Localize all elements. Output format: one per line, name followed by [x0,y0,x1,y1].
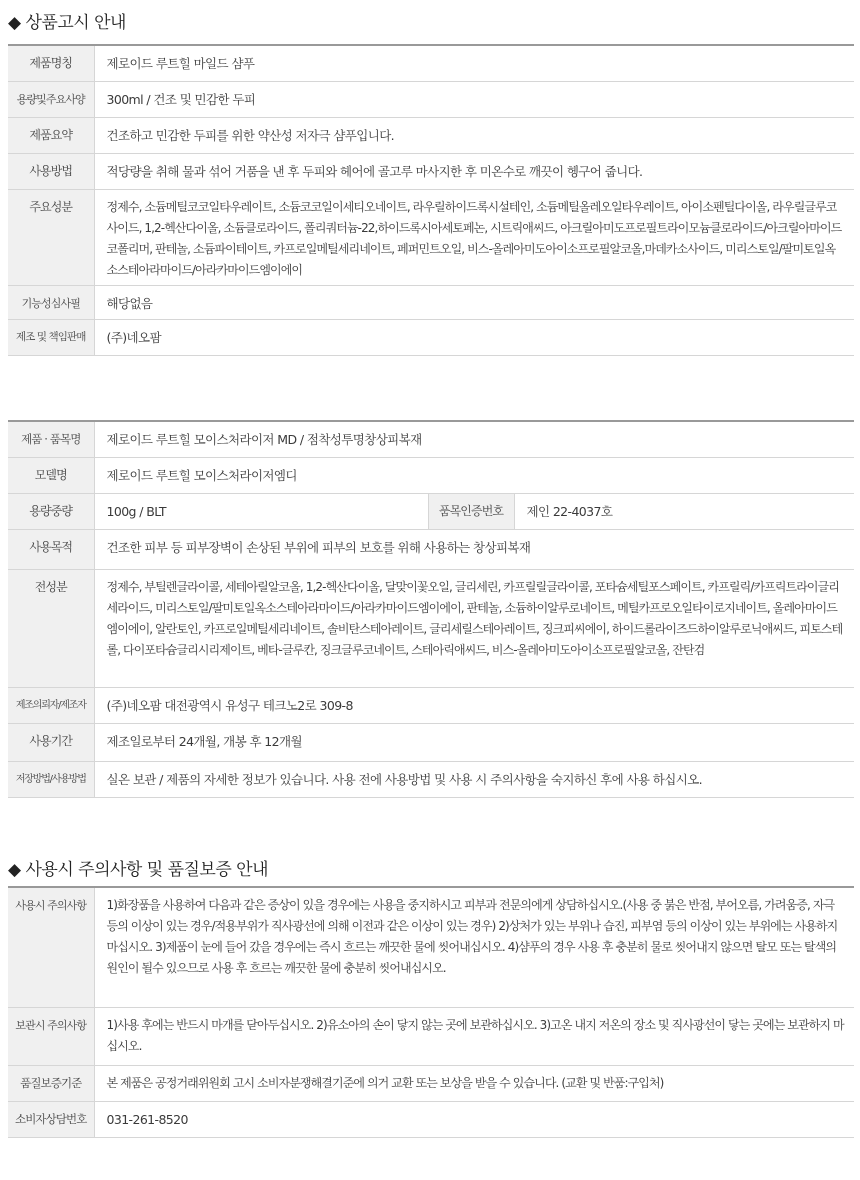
row-label: 사용기간 [8,723,94,761]
row-label: 용량중량 [8,493,94,529]
row-value: 제조일로부터 24개월, 개봉 후 12개월 [94,723,854,761]
table-row [8,457,854,493]
row-label: 보관시 주의사항 [8,1007,94,1065]
row-label: 소비자상담번호 [8,1101,94,1137]
table-row [8,117,854,153]
table-row [8,529,854,569]
row-label: 전성분 [8,569,94,687]
table-row [8,569,854,687]
table-row [8,1007,854,1065]
product-notice-table [8,44,854,356]
row-value: 1)사용 후에는 반드시 마개를 닫아두십시오. 2)유소아의 손이 닿지 않는 곳에 보관하십시오. 3)고온 내지 저온의 장소 및 직사광선이 닿는 곳에는 보관하지 마십시오. [94,1007,854,1065]
table-row [8,153,854,189]
row-value: 제인 22-4037호 [514,493,854,529]
row-label: 기능성심사필 [8,285,94,319]
table-row [8,45,854,81]
row-value: 정제수, 소듐메틸코코일타우레이트, 소듐코코일이세티오네이트, 라우릴하이드록시설테인, 소듐메틸올레오일타우레이트, 아이소펜틸다이올, 라우릴글루코사이드, 1,2-헥산다이올, 소듐클로라이드, 폴리쿼터늄-22,하이드록시아세토페논, 시트릭애씨드, 아크릴아미도프로필트라이모늄클로라이드/아크릴아마이드코폴리머, 판테놀, 소듐파이테이트, 카프로일메틸세리네이트, 페퍼민트오일, 비스-올레아미도아이소프로필알코올,마데카소사이드, 미리스토일/팔미토일옥소스테아라마이드/아라카마이드엠이에이 [94,189,854,285]
table-row [8,285,854,319]
table-row [8,723,854,761]
product-notice-title: ◆ 상품고시 안내 [8,13,126,33]
row-value: 해당없음 [94,285,854,319]
row-value: 1)화장품을 사용하여 다음과 같은 증상이 있을 경우에는 사용을 중지하시고 피부과 전문의에게 상담하십시오.(사용 중 붉은 반점, 부어오름, 가려움증, 자극 등의 이상이 있는 경우/적용부위가 직사광선에 의해 이전과 같은 이상이 있는 경우) 2)상처가 있는 부위나 습진, 피부염 등의 이상이 있는 부위에는 사용하지 마십시오. 3)제품이 눈에 들어 갔을 경우에는 즉시 흐르는 깨끗한 물에 씻어내십시오. 4)샴푸의 경우 사용 후 충분히 물로 씻어내지 않으면 탈모 또는 탈색의 원인이 될수 있으므로 사용 후 흐르는 깨끗한 물에 충분히 씻어내십시오. [94,887,854,1007]
row-label: 저장방법/사용방법 [8,761,94,797]
row-label: 사용목적 [8,529,94,569]
table-row [8,687,854,723]
product-detail-table [8,420,854,798]
table-row [8,81,854,117]
table-row [8,319,854,355]
row-label: 모델명 [8,457,94,493]
caution-section-title: ◆ 사용시 주의사항 및 품질보증 안내 [8,860,269,880]
table-row [8,887,854,1007]
row-value: 실온 보관 / 제품의 자세한 정보가 있습니다. 사용 전에 사용방법 및 사용 시 주의사항을 숙지하신 후에 사용 하십시오. [94,761,854,797]
row-label: 제품명칭 [8,45,94,81]
table-row [8,1065,854,1101]
row-label: 주요성분 [8,189,94,285]
row-value: 100g / BLT [94,493,428,529]
row-value: 건조하고 민감한 두피를 위한 약산성 저자극 샴푸입니다. [94,117,854,153]
caution-table [8,886,854,1138]
row-label: 사용시 주의사항 [8,887,94,1007]
row-label: 제품 · 품목명 [8,421,94,457]
row-value: 제로이드 루트힐 모이스처라이저엠디 [94,457,854,493]
row-value: 건조한 피부 등 피부장벽이 손상된 부위에 피부의 보호를 위해 사용하는 창상피복재 [94,529,854,569]
row-value: 정제수, 부틸렌글라이콜, 세테아릴알코올, 1,2-헥산다이올, 달맞이꽃오일, 글리세린, 카프릴릴글라이콜, 포타슘세틸포스페이트, 카프릴릭/카프릭트라이글리세라이드, 미리스토일/팔미토일옥소스테아라마이드/아라카마이드엠이에이, 판테놀, 소듐하이알루로네이트, 메틸카프로오일타이로지네이트, 올레아마이드엠이에이, 알란토인, 카프로일메틸세리네이트, 솔비탄스테아레이트, 글리세릴스테아레이트, 징크피씨에이, 하이드롤라이즈드하이알루로닉애씨드, 피토스테롤, 다이포타슘글리시리제이트, 베타-글루칸, 징크글루코네이트, 스테아릭애씨드, 비스-올레아미도아이소프로필알코올, 잔탄검 [94,569,854,687]
table-row [8,421,854,457]
row-label: 제품요약 [8,117,94,153]
row-value: 제로이드 루트힐 모이스처라이저 MD / 점착성투명창상피복재 [94,421,854,457]
table-row [8,761,854,797]
table-row [8,1101,854,1137]
table-row [8,189,854,285]
row-value: 031-261-8520 [94,1101,854,1137]
row-label: 사용방법 [8,153,94,189]
row-value: 제로이드 루트힐 마일드 샴푸 [94,45,854,81]
row-label: 품질보증기준 [8,1065,94,1101]
row-value: 적당량을 취해 물과 섞어 거품을 낸 후 두피와 헤어에 골고루 마사지한 후 미온수로 깨끗이 헹구어 줍니다. [94,153,854,189]
row-label: 제조 및 책임판매 [8,319,94,355]
row-value: (주)네오팜 [94,319,854,355]
row-value: 본 제품은 공정거래위원회 고시 소비자분쟁해결기준에 의거 교환 또는 보상을 받을 수 있습니다. (교환 및 반품:구입처) [94,1065,854,1101]
table-row [8,493,854,529]
row-label: 용량및주요사양 [8,81,94,117]
row-value: (주)네오팜 대전광역시 유성구 테크노2로 309-8 [94,687,854,723]
row-value: 300ml / 건조 및 민감한 두피 [94,81,854,117]
row-label: 제조의뢰자/제조자 [8,687,94,723]
row-label: 품목인증번호 [428,493,514,529]
